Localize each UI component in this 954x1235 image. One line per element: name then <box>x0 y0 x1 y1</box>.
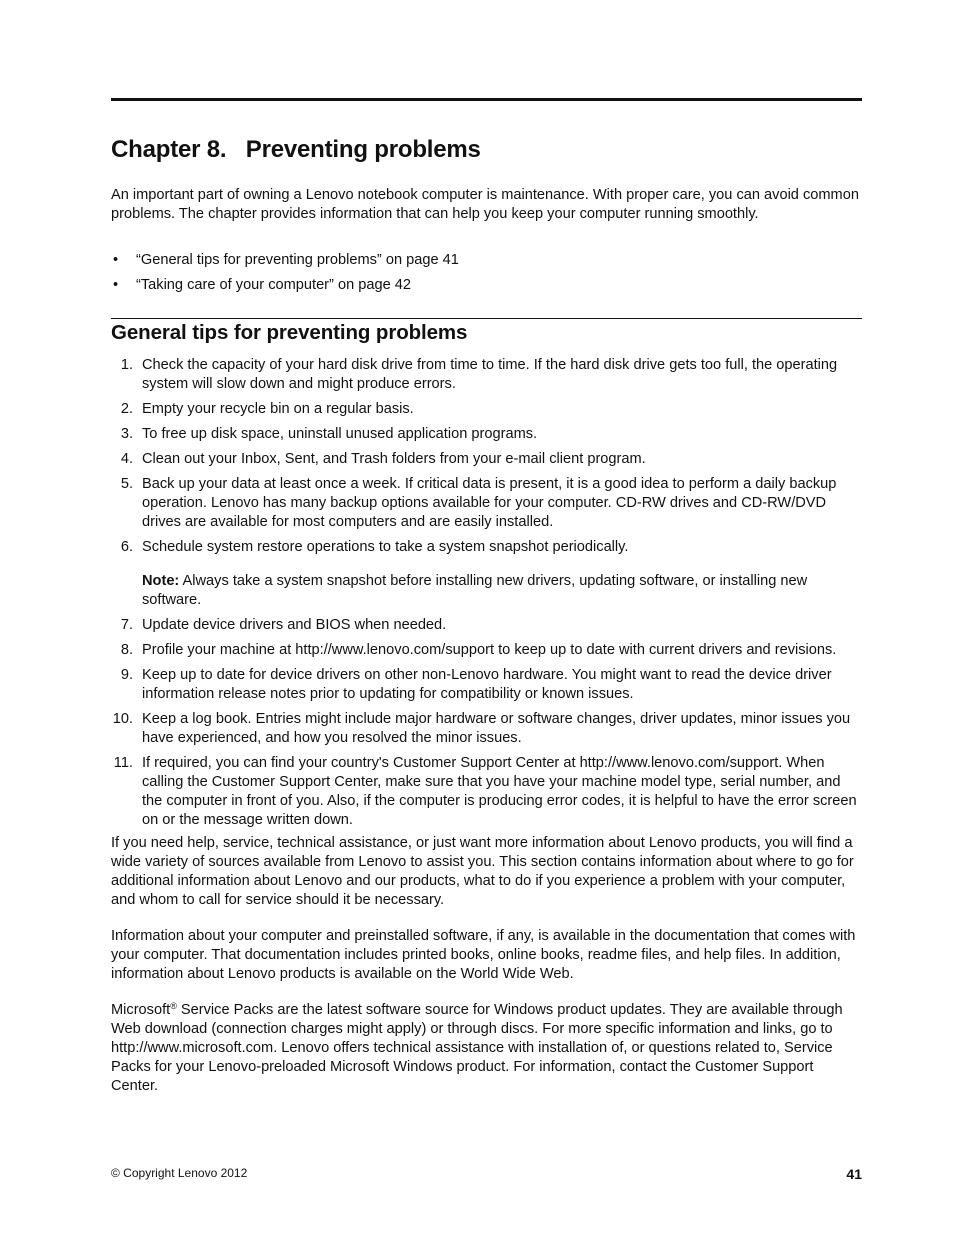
help-paragraph: If you need help, service, technical assistance, or just want more information about Lenovo products, you will find a wide variety of sources available from Lenovo to assist you. This section contains information about where to go for additional information about Lenovo and our products, what to do if you experience a problem with your computer, and whom to call for service should it be necessary. <box>111 835 854 908</box>
tip-item <box>111 641 862 660</box>
registered-mark: ® <box>170 1001 177 1011</box>
tip-text: Empty your recycle bin on a regular basis. <box>142 401 414 417</box>
tip-number: 5. <box>120 476 133 492</box>
note-text: Always take a system snapshot before installing new drivers, updating software, or installing new software. <box>142 573 808 608</box>
tip-text: If required, you can find your country's Customer Support Center at http://www.lenovo.com/support. When calling the Customer Support Center, make sure that you have your machine model type, serial number, and the computer in front of you. Also, if the computer is producing error codes, it is helpful to have the error screen on or the message written down. <box>142 755 857 828</box>
note <box>142 572 862 610</box>
tip-item <box>111 666 862 704</box>
tip-text: Keep up to date for device drivers on other non-Lenovo hardware. You might want to read the device driver information release notes prior to updating for compatibility or known issues. <box>142 667 832 702</box>
tips-list <box>111 356 862 836</box>
tip-item <box>111 425 862 444</box>
documentation-paragraph: Information about your computer and preinstalled software, if any, is available in the documentation that comes with your computer. That documentation includes printed books, online books, readme files, and help files. In addition, information about Lenovo products is available on the World Wide Web. <box>111 928 856 982</box>
tip-item <box>111 400 862 419</box>
tip-text: Schedule system restore operations to take a system snapshot periodically. <box>142 539 629 555</box>
tip-item <box>111 616 862 635</box>
tip-text: Check the capacity of your hard disk drive from time to time. If the hard disk drive gets too full, the operating system will slow down and might produce errors. <box>142 357 838 392</box>
tip-text: Keep a log book. Entries might include major hardware or software changes, driver updates, minor issues you have experienced, and how you resolved the minor issues. <box>142 711 851 746</box>
page-number: 41 <box>846 1166 862 1182</box>
note-label: Note: <box>142 573 180 589</box>
service-packs-text: Service Packs are the latest software source for Windows product updates. They are available through Web download (connection charges might apply) or through discs. For more specific information and links, go to http://www.microsoft.com. Lenovo offers technical assistance with installation of, or questions related to, Service Packs for your Lenovo-preloaded Microsoft Windows product. For information, contact the Customer Support Center. <box>111 1002 843 1094</box>
tip-number: 6. <box>120 539 133 555</box>
bullet: • <box>113 277 119 293</box>
tip-item <box>111 356 862 394</box>
tip-text: Back up your data at least once a week. If critical data is present, it is a good idea to perform a daily backup operation. Lenovo has many backup options available for your computer. CD-RW drives and CD-RW/DVD drives are available for most computers and are easily installed. <box>142 476 837 530</box>
tip-text: Update device drivers and BIOS when needed. <box>142 617 447 633</box>
tip-number: 9. <box>120 667 133 683</box>
tip-number: 10. <box>112 711 133 727</box>
tip-number: 1. <box>120 357 133 373</box>
section-title: General tips for preventing problems <box>111 321 468 344</box>
top-rule <box>111 98 862 101</box>
tip-number: 4. <box>120 451 133 467</box>
tip-item <box>111 450 862 469</box>
tip-text: To free up disk space, uninstall unused application programs. <box>142 426 538 442</box>
tip-text: Profile your machine at http://www.lenovo.com/support to keep up to date with current drivers and revisions. <box>142 642 837 658</box>
tip-item <box>111 710 862 748</box>
section-rule <box>111 318 862 319</box>
service-packs-paragraph <box>111 1001 862 1096</box>
toc-item[interactable] <box>111 276 862 295</box>
tip-item <box>111 475 862 532</box>
toc-link[interactable]: “General tips for preventing problems” on page 41 <box>136 252 459 268</box>
tip-number: 8. <box>120 642 133 658</box>
tip-number: 7. <box>120 617 133 633</box>
toc-link[interactable]: “Taking care of your computer” on page 42 <box>136 277 412 293</box>
tip-number: 3. <box>120 426 133 442</box>
tip-item <box>111 754 862 830</box>
tip-number: 2. <box>120 401 133 417</box>
chapter-intro: An important part of owning a Lenovo notebook computer is maintenance. With proper care, you can avoid common problems. The chapter provides information that can help you keep your computer running smoothly. <box>111 187 859 222</box>
toc-item[interactable] <box>111 251 862 270</box>
chapter-toc <box>111 251 862 301</box>
tip-number: 11. <box>113 755 133 771</box>
bullet: • <box>113 252 119 268</box>
tip-text: Clean out your Inbox, Sent, and Trash folders from your e-mail client program. <box>142 451 646 467</box>
footer-copyright: © Copyright Lenovo 2012 <box>111 1166 248 1180</box>
tip-item <box>111 538 862 610</box>
microsoft-word: Microsoft <box>111 1002 171 1018</box>
chapter-title: Chapter 8. Preventing problems <box>111 136 481 163</box>
